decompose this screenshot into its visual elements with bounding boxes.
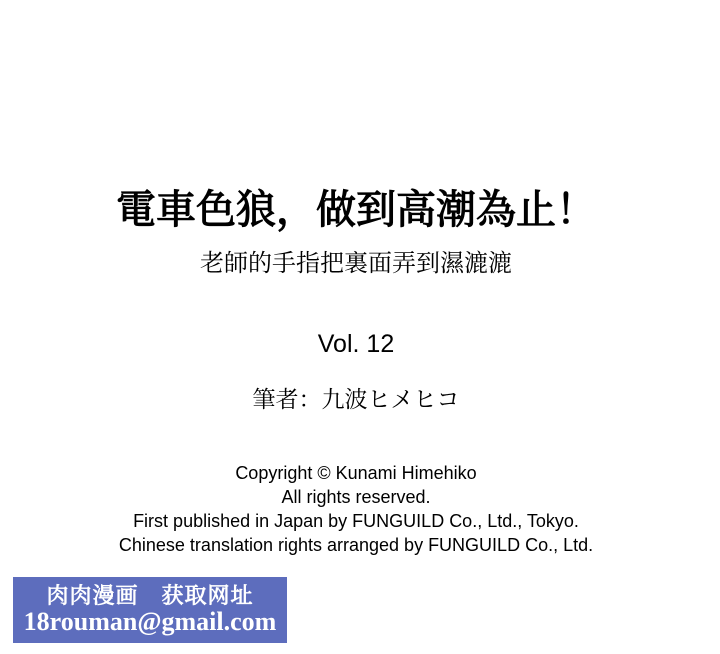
page-subtitle: 老師的手指把裏面弄到濕漉漉 <box>200 250 512 277</box>
copyright-block <box>0 461 712 557</box>
copyright-line-holder: Copyright © Kunami Himehiko <box>235 463 477 483</box>
copyright-line-publisher: First published in Japan by FUNGUILD Co., Ltd., Tokyo. <box>133 511 579 531</box>
author-line: 筆者：九波ヒメヒコ <box>252 386 460 412</box>
watermark-email: 18rouman@gmail.com <box>23 607 277 636</box>
volume-label: Vol. 12 <box>317 330 395 358</box>
watermark-site-name: 肉肉漫画 获取网址 <box>46 583 254 608</box>
copyright-line-rights: All rights reserved. <box>281 487 431 507</box>
page-title: 電車色狼，做到高潮為止！ <box>116 188 596 232</box>
copyright-line-translation: Chinese translation rights arranged by FUNGUILD Co., Ltd. <box>118 535 594 555</box>
watermark-banner <box>13 577 287 643</box>
